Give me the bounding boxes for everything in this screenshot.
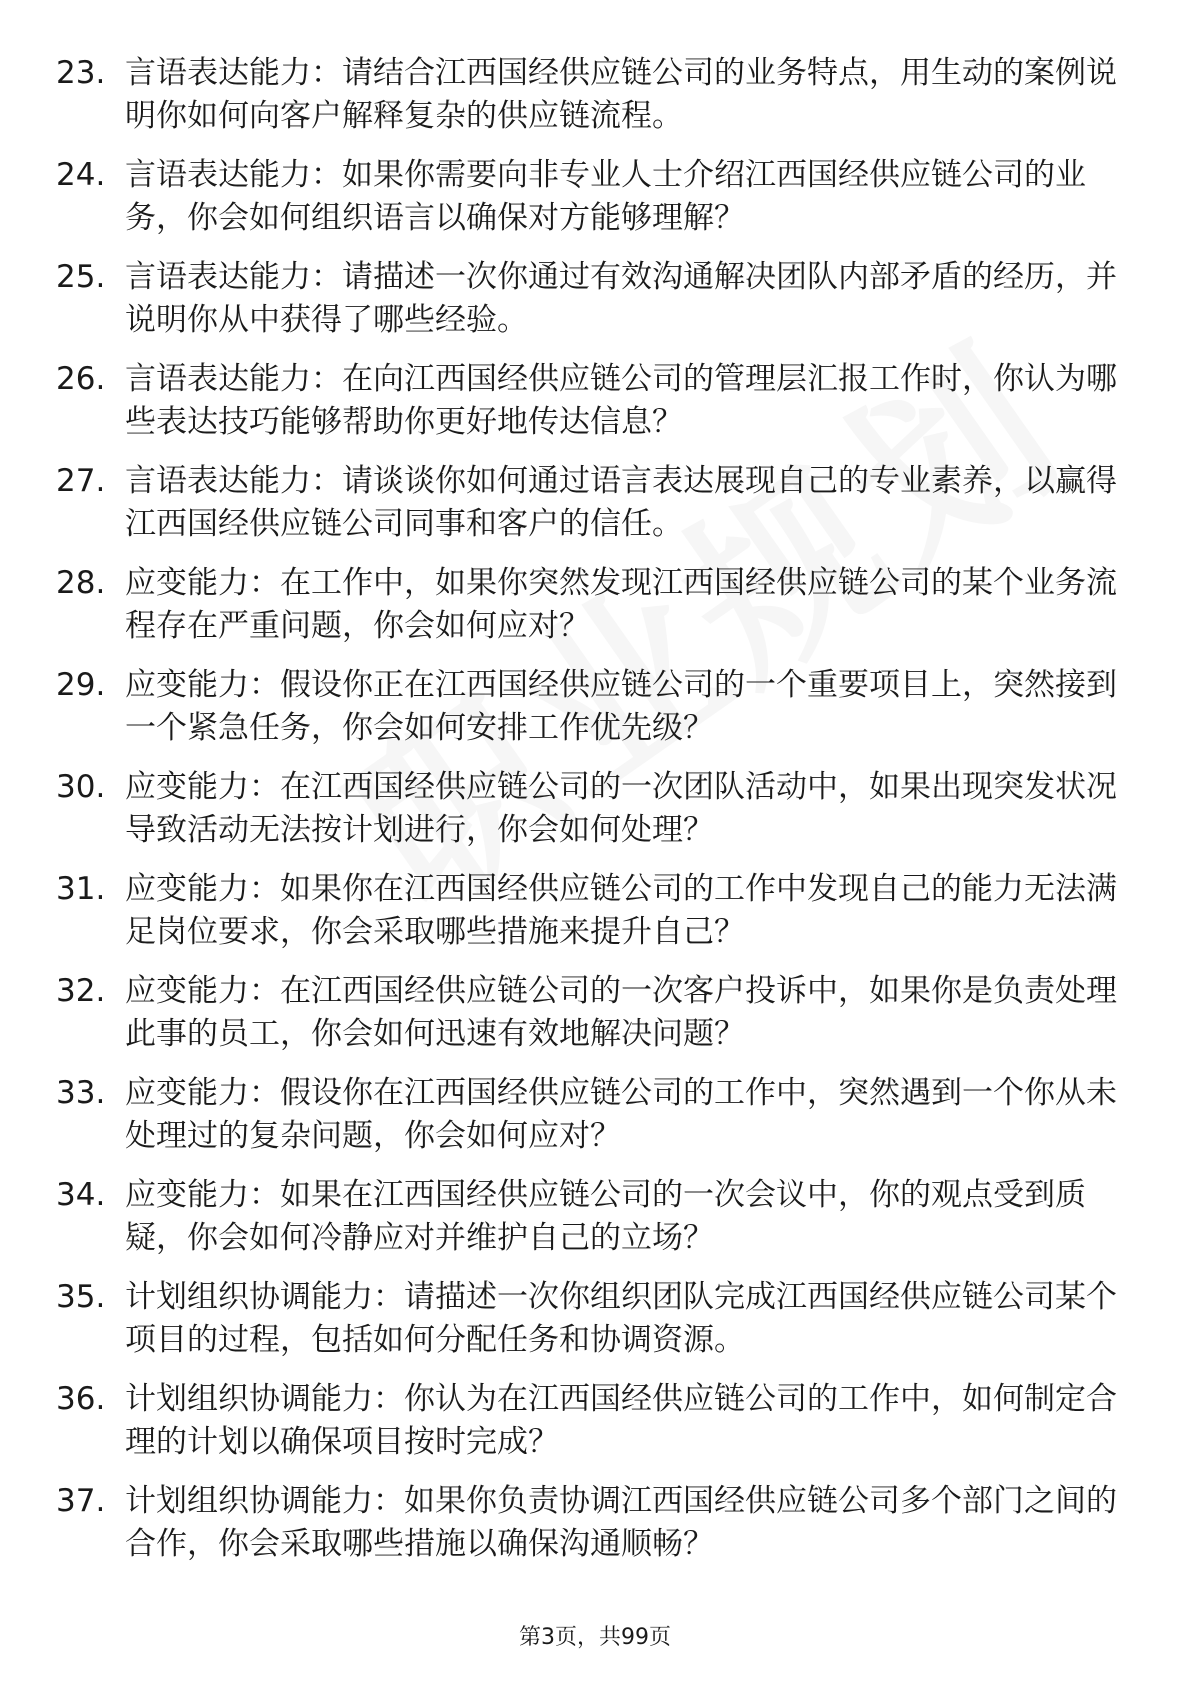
list-item: [0, 766, 1190, 868]
item-text: 应变能力：假设你正在江西国经供应链公司的一个重要项目上，突然接到一个紧急任务，你会如何安排工作优先级？: [125, 667, 1117, 746]
item-number: 27.: [56, 463, 106, 499]
item-text: 应变能力：在江西国经供应链公司的一次客户投诉中，如果你是负责处理此事的员工，你会如何迅速有效地解决问题？: [125, 973, 1117, 1052]
item-text: 计划组织协调能力：请描述一次你组织团队完成江西国经供应链公司某个项目的过程，包括如何分配任务和协调资源。: [125, 1279, 1117, 1358]
list-item: [0, 358, 1190, 460]
item-number: 29.: [56, 667, 106, 703]
item-text: 计划组织协调能力：如果你负责协调江西国经供应链公司多个部门之间的合作，你会采取哪些措施以确保沟通顺畅？: [125, 1483, 1117, 1562]
item-number: 30.: [56, 769, 106, 805]
item-text: 计划组织协调能力：你认为在江西国经供应链公司的工作中，如何制定合理的计划以确保项目按时完成？: [125, 1381, 1117, 1460]
list-item: [0, 664, 1190, 766]
item-number: 32.: [56, 973, 106, 1009]
item-number: 28.: [56, 565, 106, 601]
item-number: 34.: [56, 1177, 106, 1213]
item-text: 言语表达能力：如果你需要向非专业人士介绍江西国经供应链公司的业务，你会如何组织语言以确保对方能够理解？: [125, 157, 1086, 236]
item-text: 应变能力：如果在江西国经供应链公司的一次会议中，你的观点受到质疑，你会如何冷静应对并维护自己的立场？: [125, 1177, 1086, 1256]
item-text: 言语表达能力：在向江西国经供应链公司的管理层汇报工作时，你认为哪些表达技巧能够帮助你更好地传达信息？: [125, 361, 1117, 440]
list-item: [0, 460, 1190, 562]
item-text: 言语表达能力：请谈谈你如何通过语言表达展现自己的专业素养，以赢得江西国经供应链公司同事和客户的信任。: [125, 463, 1117, 542]
list-item: [0, 154, 1190, 256]
item-text: 应变能力：如果你在江西国经供应链公司的工作中发现自己的能力无法满足岗位要求，你会采取哪些措施来提升自己？: [125, 871, 1117, 950]
item-number: 35.: [56, 1279, 106, 1315]
page-footer: 第3页，共99页: [519, 1625, 671, 1650]
item-text: 应变能力：假设你在江西国经供应链公司的工作中，突然遇到一个你从未处理过的复杂问题，你会如何应对？: [125, 1075, 1117, 1154]
item-number: 37.: [56, 1483, 106, 1519]
list-item: [0, 1072, 1190, 1174]
question-list: [0, 52, 1190, 1582]
item-number: 25.: [56, 259, 106, 295]
item-number: 31.: [56, 871, 106, 907]
item-text: 言语表达能力：请描述一次你通过有效沟通解决团队内部矛盾的经历，并说明你从中获得了哪些经验。: [125, 259, 1117, 338]
item-text: 言语表达能力：请结合江西国经供应链公司的业务特点，用生动的案例说明你如何向客户解释复杂的供应链流程。: [125, 55, 1117, 134]
item-number: 36.: [56, 1381, 106, 1417]
item-number: 23.: [56, 55, 106, 91]
list-item: [0, 562, 1190, 664]
list-item: [0, 868, 1190, 970]
item-text: 应变能力：在江西国经供应链公司的一次团队活动中，如果出现突发状况导致活动无法按计划进行，你会如何处理？: [125, 769, 1117, 848]
item-number: 26.: [56, 361, 106, 397]
list-item: [0, 256, 1190, 358]
item-number: 33.: [56, 1075, 106, 1111]
list-item: [0, 52, 1190, 154]
item-text: 应变能力：在工作中，如果你突然发现江西国经供应链公司的某个业务流程存在严重问题，你会如何应对？: [125, 565, 1117, 644]
list-item: [0, 1480, 1190, 1582]
item-number: 24.: [56, 157, 106, 193]
list-item: [0, 1276, 1190, 1378]
list-item: [0, 1378, 1190, 1480]
list-item: [0, 1174, 1190, 1276]
list-item: [0, 970, 1190, 1072]
